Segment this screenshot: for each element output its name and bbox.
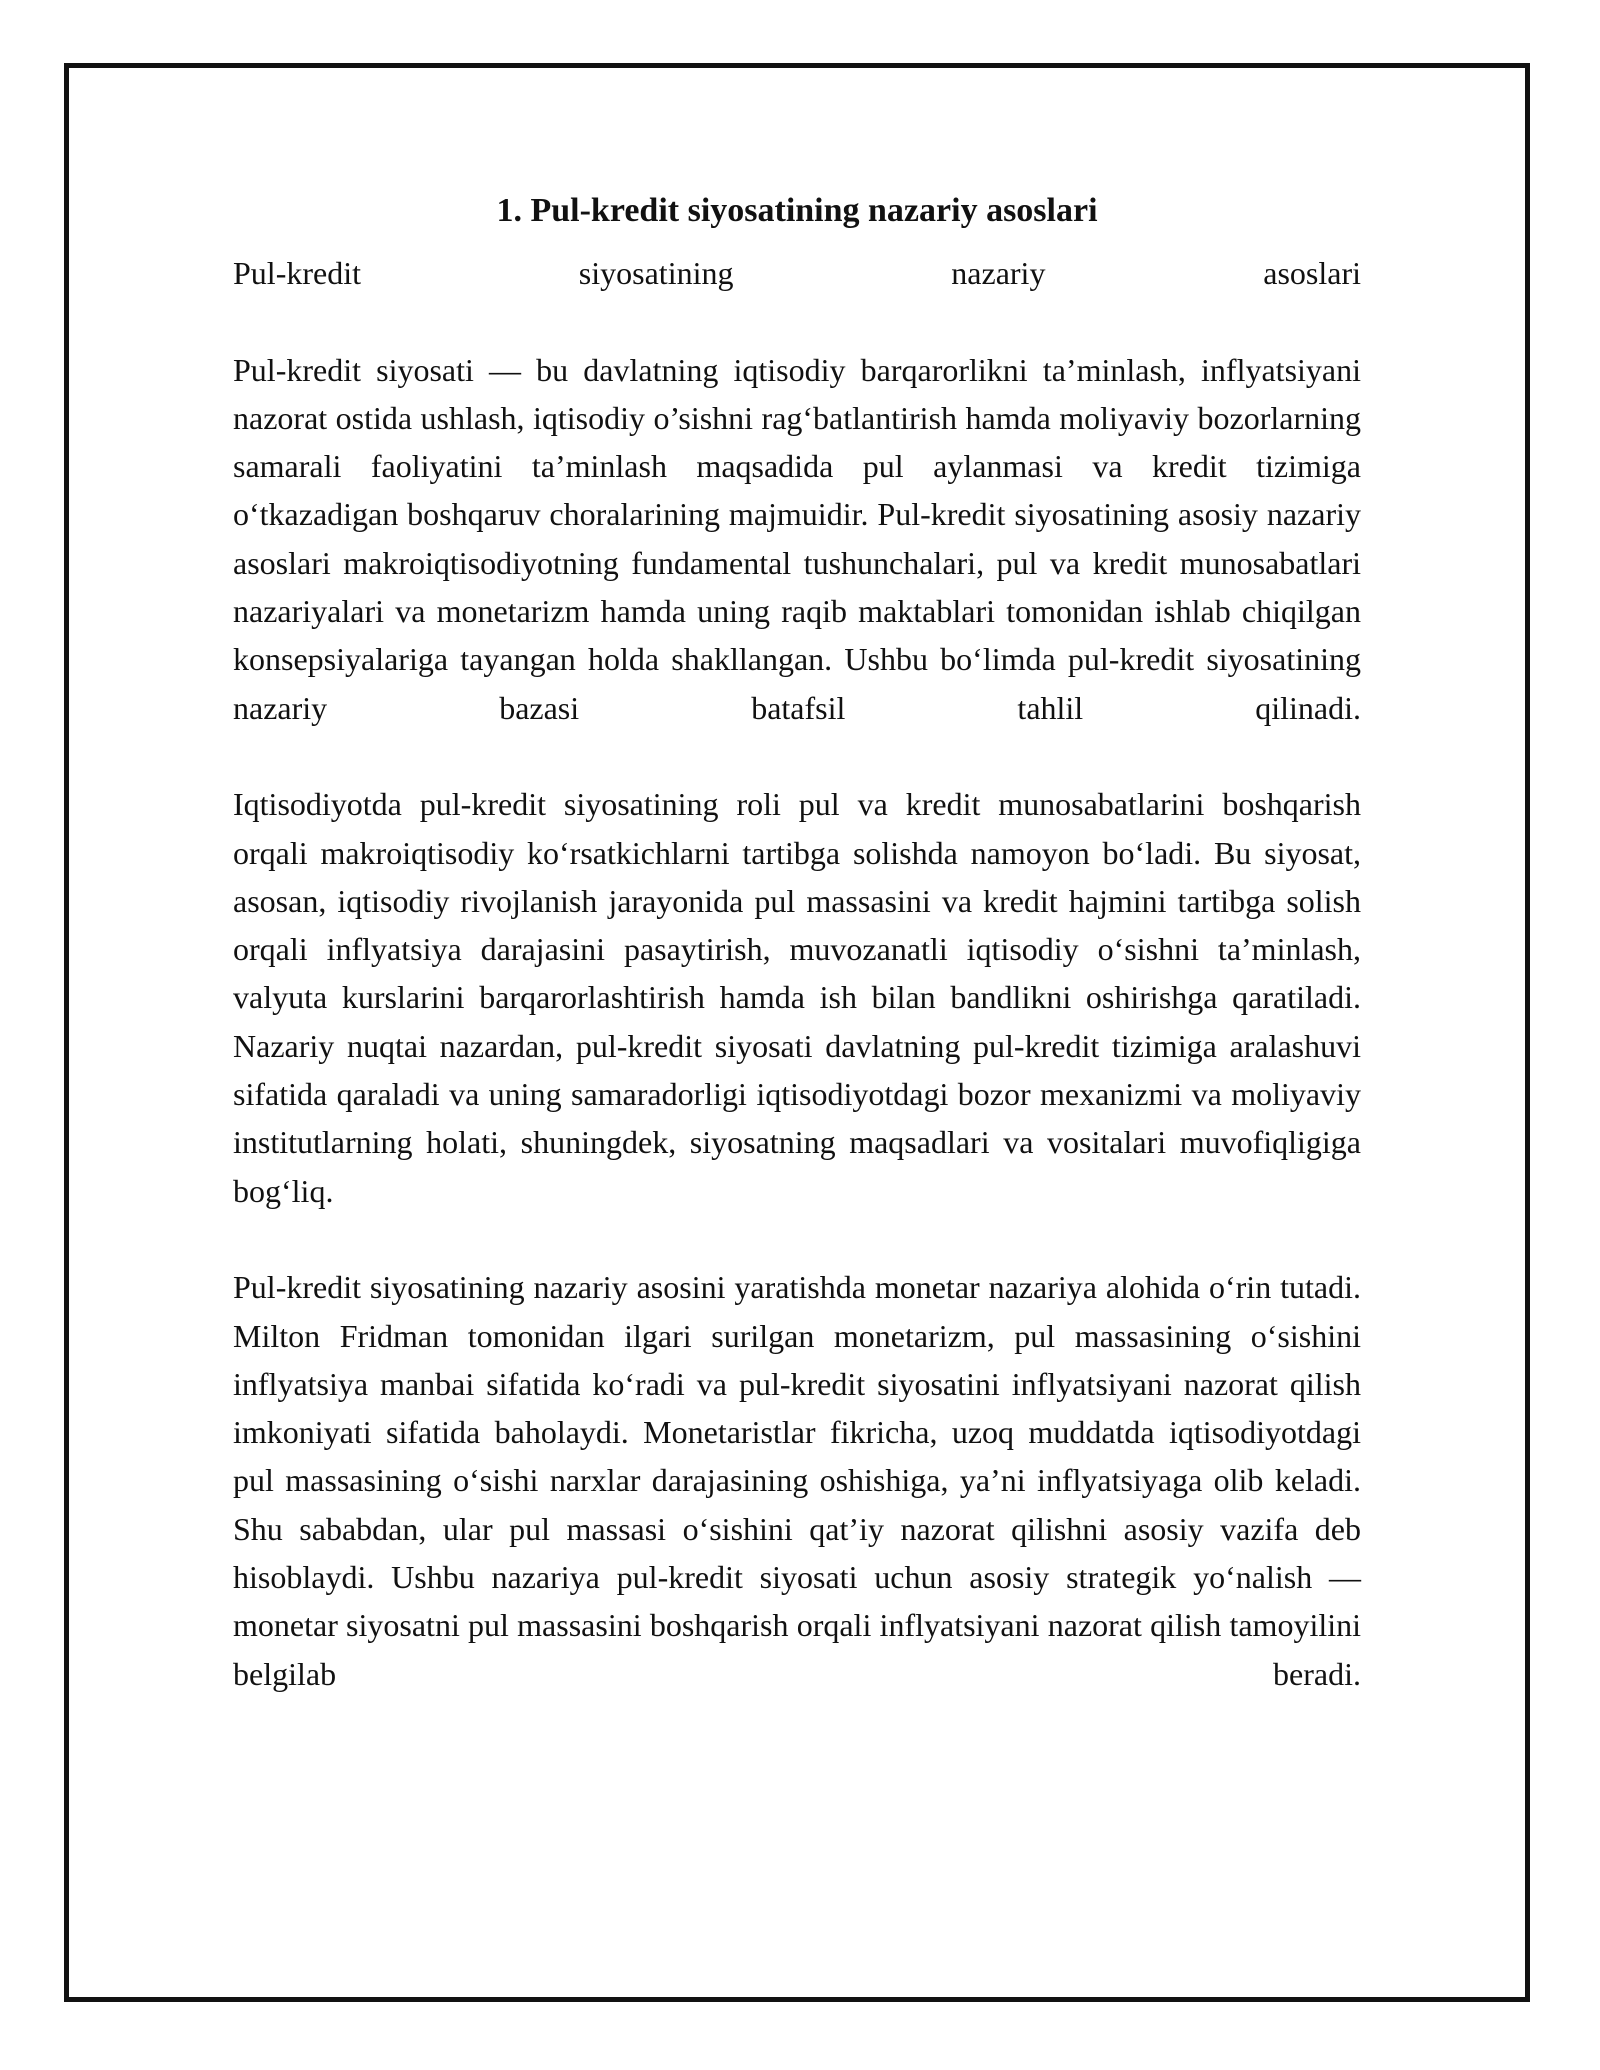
paragraph-1: Pul-kredit siyosati — bu davlatning iqtisodiy barqarorlikni ta’minlash, inflyatsiyani nazorat ostida ushlash, iqtisodiy o’sishni rag‘batlantirish hamda moliyaviy bozorlarning samarali faoliyatini ta’minlash maqsadida pul aylanmasi va kredit tizimiga o‘tkazadigan boshqaruv choralarining majmuidir. Pul-kredit siyosatining asosiy nazariy asoslari makroiqtisodiyotning fundamental tushunchalari, pul va kredit munosabatlari nazariyalari va monetarizm hamda uning raqib maktablari tomonidan ishlab chiqilgan konsepsiyalariga tayangan holda shakllangan. Ushbu bo‘limda pul-kredit siyosatining nazariy bazasi batafsil tahlil qilinadi.	[233, 351, 1361, 726]
section-heading: 1. Pul-kredit siyosatining nazariy asoslari	[496, 192, 1098, 229]
document-body	[233, 183, 1361, 1746]
paragraph-subtitle: Pul-kredit siyosatining nazariy asoslari	[233, 255, 1361, 291]
paragraph-3: Pul-kredit siyosatining nazariy asosini yaratishda monetar nazariya alohida o‘rin tutadi. Milton Fridman tomonidan ilgari surilgan monetarizm, pul massasining o‘sishini inflyatsiya manbai sifatida ko‘radi va pul-kredit siyosatini inflyatsiyani nazorat qilish imkoniyati sifatida baholaydi. Monetaristlar fikricha, uzoq muddatda iqtisodiyotdagi pul massasining o‘sishi narxlar darajasining oshishiga, ya’ni inflyatsiyaga olib keladi. Shu sababdan, ular pul massasi o‘sishini qat’iy nazorat qilishni asosiy vazifa deb hisoblaydi. Ushbu nazariya pul-kredit siyosati uchun asosiy strategik yo‘nalish — monetar siyosatni pul massasini boshqarish orqali inflyatsiyani nazorat qilish tamoyilini belgilab beradi.	[233, 1269, 1361, 1692]
paragraph-2: Iqtisodiyotda pul-kredit siyosatining roli pul va kredit munosabatlarini boshqarish orqali makroiqtisodiy ko‘rsatkichlarni tartibga solishda namoyon bo‘ladi. Bu siyosat, asosan, iqtisodiy rivojlanish jarayonida pul massasini va kredit hajmini tartibga solish orqali inflyatsiya darajasini pasaytirish, muvozanatli iqtisodiy o‘sishni ta’minlash, valyuta kurslarini barqarorlashtirish hamda ish bilan bandlikni oshirishga qaratiladi. Nazariy nuqtai nazardan, pul-kredit siyosati davlatning pul-kredit tizimiga aralashuvi sifatida qaraladi va uning samaradorligi iqtisodiyotdagi bozor mexanizmi va moliyaviy institutlarning holati, shuningdek, siyosatning maqsadlari va vositalari muvofiqligiga bog‘liq.	[233, 786, 1361, 1209]
